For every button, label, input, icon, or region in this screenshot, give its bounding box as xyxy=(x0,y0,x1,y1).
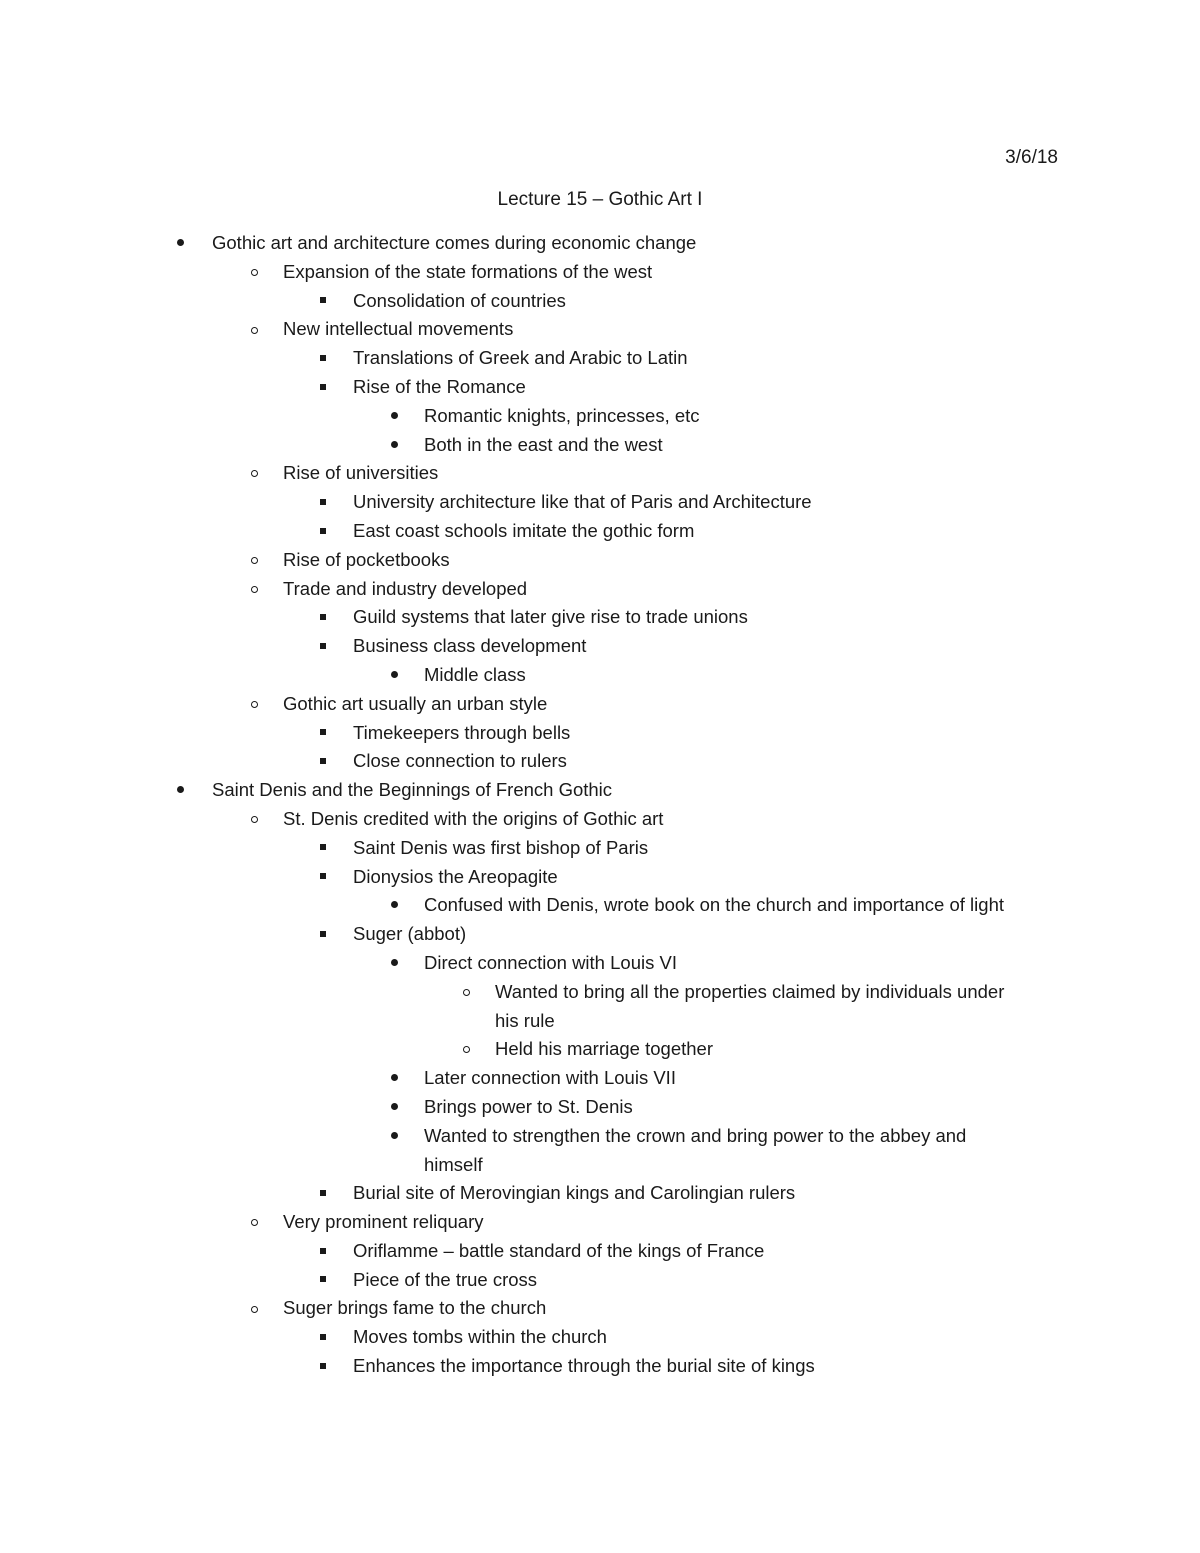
outline-item xyxy=(0,805,1200,834)
outline-item-text: Romantic knights, princesses, etc xyxy=(424,404,700,426)
outline-item xyxy=(0,431,1200,460)
outline-item xyxy=(0,1208,1200,1237)
outline-item xyxy=(0,1323,1200,1352)
outline-item xyxy=(0,863,1200,892)
outline-item-text: Suger brings fame to the church xyxy=(283,1297,547,1319)
bullet-circle-icon xyxy=(244,315,264,344)
outline-item-text: Business class development xyxy=(353,635,587,657)
outline-item-text: Middle class xyxy=(424,663,526,685)
outline-item xyxy=(0,402,1200,431)
bullet-circle-icon xyxy=(456,1035,476,1064)
bullet-circle-icon xyxy=(244,690,264,719)
bullet-square-icon xyxy=(313,1179,333,1208)
outline-item xyxy=(0,546,1200,575)
outline-item xyxy=(0,1294,1200,1323)
outline-item-text: East coast schools imitate the gothic form xyxy=(353,519,695,541)
outline-item-text: Moves tombs within the church xyxy=(353,1326,607,1348)
bullet-dot-icon xyxy=(384,431,404,460)
outline-item xyxy=(0,287,1200,316)
lecture-date: 3/6/18 xyxy=(1005,147,1058,168)
bullet-circle-icon xyxy=(244,1294,264,1323)
bullet-circle-icon xyxy=(244,258,264,287)
outline-item xyxy=(0,459,1200,488)
outline-item-text: Close connection to rulers xyxy=(353,750,567,772)
outline-item xyxy=(0,661,1200,690)
outline-item-text: Direct connection with Louis VI xyxy=(424,951,677,973)
bullet-square-icon xyxy=(313,1237,333,1266)
lecture-title: Lecture 15 – Gothic Art I xyxy=(497,189,703,210)
bullet-square-icon xyxy=(313,1352,333,1381)
outline-item xyxy=(0,1266,1200,1295)
bullet-square-icon xyxy=(313,920,333,949)
bullet-circle-icon xyxy=(244,546,264,575)
outline-item xyxy=(0,517,1200,546)
bullet-circle-icon xyxy=(244,575,264,604)
outline-item-text: Wanted to bring all the properties claimed by individuals under xyxy=(495,980,1005,1002)
bullet-square-icon xyxy=(313,719,333,748)
outline-item-text: himself xyxy=(424,1153,483,1175)
outline-item-text: Trade and industry developed xyxy=(283,577,528,599)
outline-item-text: Held his marriage together xyxy=(495,1038,713,1060)
outline-item xyxy=(0,891,1200,920)
outline-item xyxy=(0,575,1200,604)
outline-item xyxy=(0,1151,1200,1180)
outline-item-text: Burial site of Merovingian kings and Carolingian rulers xyxy=(353,1182,796,1204)
bullet-dot-icon xyxy=(384,891,404,920)
outline-item xyxy=(0,776,1200,805)
outline-item xyxy=(0,690,1200,719)
outline-item-text: Confused with Denis, wrote book on the church and importance of light xyxy=(424,894,1004,916)
outline-item-text: Suger (abbot) xyxy=(353,923,467,945)
bullet-square-icon xyxy=(313,517,333,546)
outline-item-text: Gothic art and architecture comes during economic change xyxy=(212,232,697,253)
outline-item-text: Dionysios the Areopagite xyxy=(353,865,558,887)
outline-item xyxy=(0,747,1200,776)
outline-item xyxy=(0,1035,1200,1064)
outline-item-text: Brings power to St. Denis xyxy=(424,1095,633,1117)
bullet-square-icon xyxy=(313,632,333,661)
outline-item-text: Gothic art usually an urban style xyxy=(283,692,548,714)
outline-item-text: his rule xyxy=(495,1009,555,1031)
outline-item-text: Wanted to strengthen the crown and bring power to the abbey and xyxy=(424,1124,967,1146)
outline-item xyxy=(0,978,1200,1007)
outline-item xyxy=(0,229,1200,258)
outline-item xyxy=(0,1237,1200,1266)
outline-item-text: New intellectual movements xyxy=(283,318,514,340)
outline-item-text: Oriflamme – battle standard of the kings of France xyxy=(353,1239,765,1261)
bullet-square-icon xyxy=(313,344,333,373)
outline-item xyxy=(0,315,1200,344)
bullet-dot-icon xyxy=(170,229,190,258)
bullet-dot-icon xyxy=(170,776,190,805)
outline-item xyxy=(0,344,1200,373)
outline-item xyxy=(0,949,1200,978)
outline-item xyxy=(0,373,1200,402)
outline-item-text: Later connection with Louis VII xyxy=(424,1067,676,1089)
bullet-dot-icon xyxy=(384,661,404,690)
bullet-square-icon xyxy=(313,603,333,632)
outline-item xyxy=(0,719,1200,748)
outline-item-text: Piece of the true cross xyxy=(353,1268,538,1290)
outline-item xyxy=(0,1352,1200,1381)
bullet-circle-icon xyxy=(244,1208,264,1237)
bullet-square-icon xyxy=(313,287,333,316)
outline-item xyxy=(0,920,1200,949)
outline-item xyxy=(0,1007,1200,1036)
outline-item-text: Expansion of the state formations of the west xyxy=(283,260,653,282)
bullet-circle-icon xyxy=(456,978,476,1007)
outline-item xyxy=(0,258,1200,287)
outline-item-text: Timekeepers through bells xyxy=(353,721,571,743)
bullet-square-icon xyxy=(313,373,333,402)
bullet-square-icon xyxy=(313,488,333,517)
outline-item-text: Enhances the importance through the burial site of kings xyxy=(353,1355,815,1377)
outline-item xyxy=(0,1179,1200,1208)
bullet-dot-icon xyxy=(384,949,404,978)
bullet-square-icon xyxy=(313,1266,333,1295)
outline-item-text: Rise of pocketbooks xyxy=(283,548,450,570)
bullet-dot-icon xyxy=(384,1093,404,1122)
outline-item xyxy=(0,1093,1200,1122)
outline-item xyxy=(0,834,1200,863)
outline-item-text: Guild systems that later give rise to trade unions xyxy=(353,606,748,628)
outline-item-text: Both in the east and the west xyxy=(424,433,663,455)
outline-item xyxy=(0,1064,1200,1093)
bullet-square-icon xyxy=(313,863,333,892)
outline-item-text: University architecture like that of Paris and Architecture xyxy=(353,491,812,513)
outline-item-text: Very prominent reliquary xyxy=(283,1211,484,1233)
outline-item-text: St. Denis credited with the origins of Gothic art xyxy=(283,807,664,829)
outline-item-text: Saint Denis was first bishop of Paris xyxy=(353,836,649,858)
outline-item-text: Saint Denis and the Beginnings of French Gothic xyxy=(212,779,613,801)
outline-item xyxy=(0,603,1200,632)
bullet-dot-icon xyxy=(384,1122,404,1151)
outline-item xyxy=(0,632,1200,661)
bullet-circle-icon xyxy=(244,459,264,488)
outline-item xyxy=(0,1122,1200,1151)
bullet-square-icon xyxy=(313,1323,333,1352)
bullet-square-icon xyxy=(313,747,333,776)
outline-item-text: Consolidation of countries xyxy=(353,289,566,311)
outline-item-text: Rise of universities xyxy=(283,462,439,484)
bullet-dot-icon xyxy=(384,402,404,431)
outline-item-text: Rise of the Romance xyxy=(353,375,526,397)
bullet-dot-icon xyxy=(384,1064,404,1093)
outline-item-text: Translations of Greek and Arabic to Latin xyxy=(353,347,688,369)
outline-item xyxy=(0,488,1200,517)
bullet-circle-icon xyxy=(244,805,264,834)
notes-outline xyxy=(0,229,1200,1381)
bullet-square-icon xyxy=(313,834,333,863)
